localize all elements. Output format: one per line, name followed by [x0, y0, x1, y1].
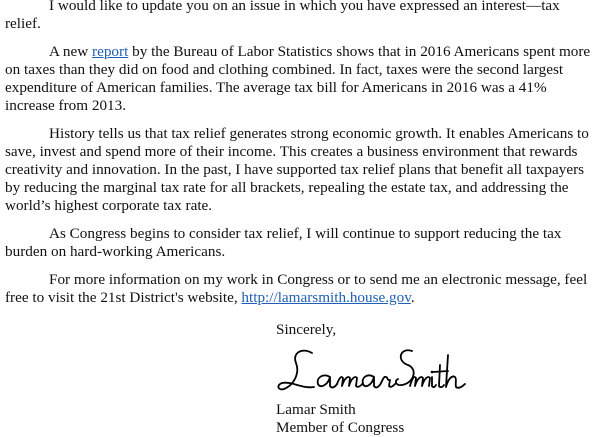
history-text: History tells us that tax relief generates strong economic growth. It enables Americans to save, invest and spend more of their income. This creates a business environment that rewards creativity and innovation. In the past, I have supported tax relief plans that benefit all taxpayers by reducing the marginal tax rate for all brackets, repealing the estate tax, and addressing the world’s highest corporate tax rate. [5, 125, 589, 214]
district-website-link[interactable]: http://lamarsmith.house.gov [241, 289, 411, 306]
paragraph-report [5, 43, 597, 115]
more-info-text-after: . [410, 289, 415, 306]
more-info-text-before: For more information on my work in Congress or to send me an electronic message, feel free to visit the 21st District's website, [5, 271, 588, 306]
paragraph-congress [5, 225, 597, 261]
handwritten-signature [272, 339, 472, 401]
report-text-after: by the Bureau of Labor Statistics shows that in 2016 Americans spent more on taxes than they did on food and clothing combined. In fact, taxes were the second largest expenditure of American families. The average tax bill for Americans in 2016 was a 41% increase from 2013. [5, 43, 591, 114]
congress-text: As Congress begins to consider tax relief, I will continue to support reducing the tax burden on hard-working Americans. [5, 225, 562, 260]
letter-closing [276, 321, 597, 437]
paragraph-history [5, 125, 597, 215]
paragraph-more-info [5, 271, 597, 307]
intro-text: I would like to update you on an issue in which you have expressed an interest—tax relief. [5, 0, 560, 32]
closing-salutation: Sincerely, [276, 321, 337, 338]
letter-body [5, 0, 597, 437]
signer-name: Lamar Smith [276, 401, 356, 418]
report-link[interactable]: report [92, 43, 129, 60]
signer-title: Member of Congress [276, 419, 405, 436]
report-text-before: A new [49, 43, 93, 60]
paragraph-intro [5, 0, 597, 33]
